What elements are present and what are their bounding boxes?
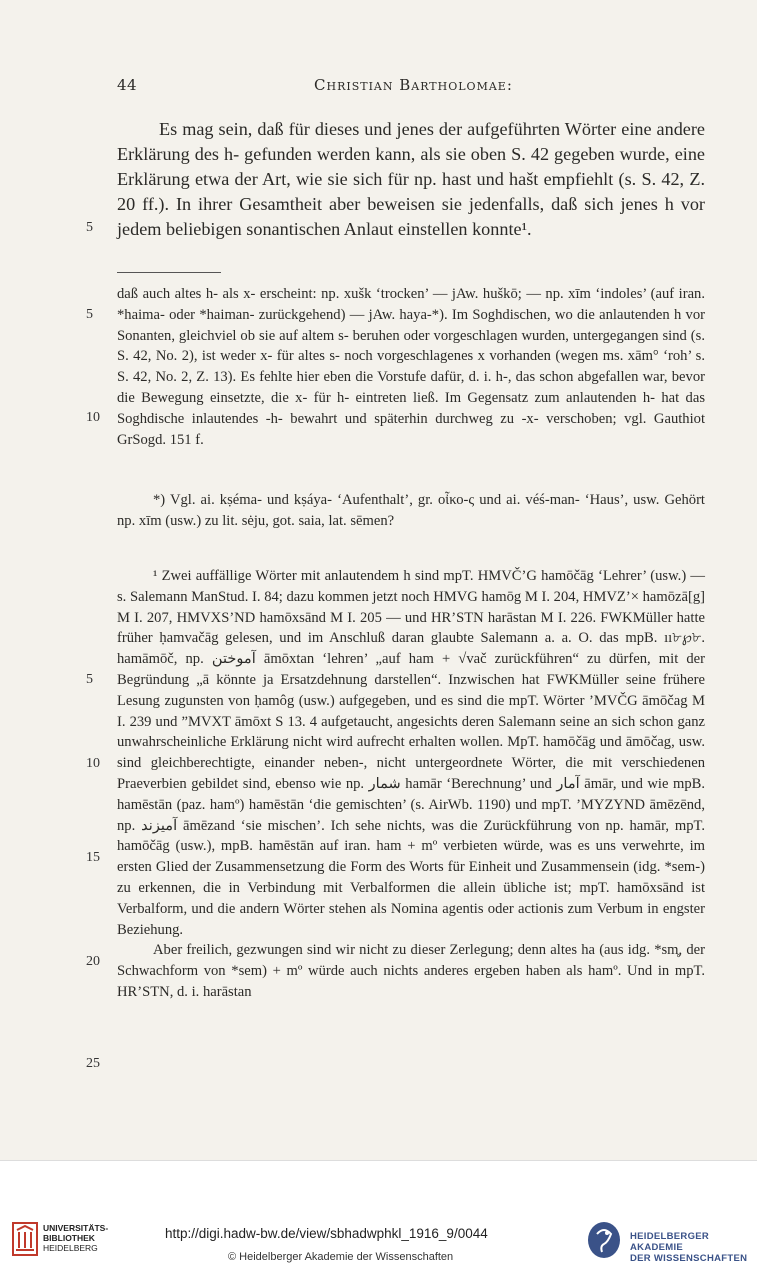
line-number: 10 [86, 756, 100, 771]
line-number: 20 [86, 954, 100, 969]
library-name-line: UNIVERSITÄTS- [43, 1223, 109, 1233]
library-name-line: BIBLIOTHEK [43, 1233, 95, 1243]
footnote-star-text: *) Vgl. ai. kṣéma- und kṣáya- ‘Aufenthalt’, gr. οἶκο-ς und ai. véś-man- ‘Haus’, usw. Gehört np. xīm (usw.) zu lit. sėju, got. saia, lat. sēmen? [117, 492, 705, 529]
library-name-line: HEIDELBERG [43, 1243, 98, 1253]
academy-name-line: DER WISSENSCHAFTEN [630, 1253, 748, 1264]
footnote-2 [117, 566, 705, 1003]
line-number: 5 [86, 307, 93, 322]
main-text [117, 117, 705, 242]
footnote-continued [117, 284, 705, 450]
academy-seal-icon[interactable] [586, 1220, 622, 1260]
footnote-2-text: ¹ Zwei auffällige Wörter mit anlautendem h sind mpT. HMVČ’G hamōčāg ‘Lehrer’ (usw.) — s. Salemann ManStud. I. 84; dazu kommen jetzt noch HMVG hamōg M I. 204, HMVZ’× hamōzā[g] M I. 207, HMVXS’ND hamōxsānd M I. 205 — und HR’STN harāstan M I. 226. FWKMüller hatte früher ḥamvačāg gelesen, und im Anschluß daran glaubte Salemann a. a. O. das mpB. ıı৮℘৮. hamāmōč, np. آموختن āmōxtan ‘lehren’ „auf ham + √vač zurückführen“ zu dürfen, mit der Begründung „ā könnte ja Ersatzdehnung darstellen“. Inzwischen hat FWKMüller seine frühere Lesung zugunsten von ḥamôg (usw.) aufgegeben, und es sind die mpT. Wörter ’MVČG āmōčag M I. 239 und ”MVXT āmōxt S 13. 4 aufgetaucht, angesichts deren Salemann seine an sich schon ganz unwahrscheinliche Erklärung nicht wird aufrecht erhalten wollen. MpT. hamōčāg und āmōčag, usw. sind gleichberechtigte, einander neben-, nicht untergeordnete Wörter, die mit verschiedenen Praeverbien gebildet sind, ebenso wie np. شمار hamār ‘Berechnung’ und آمار āmār, und wie mpB. hamēstān (paz. hamº) hamēstān ‘die gemischten’ (s. AirWb. 1190) und mpT. ’MYZYND āmēzēnd, np. آمیزند āmēzand ‘sie mischen’. Ich sehe nichts, was die Zurückführung von np. hamār, mpT. hamōčāg (usw.), mpB. hamēstān auf iran. ham + mº verbieten würde, was es uns verwehrte, im ersten Glied der Zusammensetzung die Form des Worts für Einheit und Zusammensein (idg. *sem-) zu erkennen, die in Verbindung mit Verbalformen die allein übliche ist; mpT. hamōxsānd ist Verbalform, und die andern Wörter stehen als Nomina agentis oder actionis zum Verbum in engster Beziehung. [117, 568, 706, 938]
running-title: Christian Bartholomae: [314, 76, 513, 94]
footnote-star [117, 490, 705, 532]
page-number: 44 [117, 76, 138, 94]
footnote-continued-text: daß auch altes h- als x- erscheint: np. xušk ‘trocken’ — jAw. huškō; — np. xīm ‘indoles’ (auf iran. *haima- oder *haiman- zurückgehend) — jAw. haya-*). Im Soghdischen, wo die anlautenden h vor Sonanten, gleichviel ob sie auf altem s- beruhen oder vorgeschlagen wurden, untergegangen sind (s. S. 42, No. 2), ist weder x- für altes s- noch vorgeschlagenes x vorhanden (wegen ms. xām° ‘roh’ s. S. 42, No. 2, Z. 13). Es fehlte hier eben die Vorstufe dafür, d. i. h-, das schon abgefallen war, bevor die Bewegung einsetzte, die x- für h- eintreten ließ. Im Gegensatz zum anlautenden h- hat das Soghdische inlautendes -h- bewahrt und späterhin durchweg zu -x- verschoben; vgl. Gauthiot GrSogd. 151 f. [117, 286, 705, 448]
line-number: 10 [86, 410, 100, 425]
copyright-notice: © Heidelberger Akademie der Wissenschaften [228, 1251, 454, 1263]
library-name [43, 1223, 108, 1253]
permalink-url[interactable]: http://digi.hadw-bw.de/view/sbhadwphkl_1916_9/0044 [165, 1226, 488, 1241]
line-number: 5 [86, 220, 93, 235]
footnote-rule [117, 272, 221, 273]
university-library-logo-icon[interactable] [12, 1222, 38, 1256]
footnote-2-continuation: Aber freilich, gezwungen sind wir nicht zu dieser Zerlegung; denn altes ha (aus idg. *sm̥, der Schwachform von *sem) + mº würde auch nichts anderes ergeben haben als hamº. Und in mpT. HR’STN, d. i. harāstan [117, 942, 705, 1000]
academy-name [630, 1231, 757, 1264]
main-paragraph: Es mag sein, daß für dieses und jenes der aufgeführten Wörter eine andere Erklärung des h- gefunden werden kann, als sie oben S. 42 gegeben wurde, eine Erklärung etwa der Art, wie sie sich für np. hast und hašt empfiehlt (s. S. 42, Z. 20 ff.). In ihrer Gesamtheit aber beweisen sie jedenfalls, daß sich jenes h vor jedem beliebigen sonantischen Anlaut einstellen konnte¹. [117, 119, 705, 239]
line-number: 15 [86, 850, 100, 865]
line-number: 25 [86, 1056, 100, 1071]
line-number: 5 [86, 672, 93, 687]
academy-name-line: HEIDELBERGER AKADEMIE [630, 1231, 710, 1253]
